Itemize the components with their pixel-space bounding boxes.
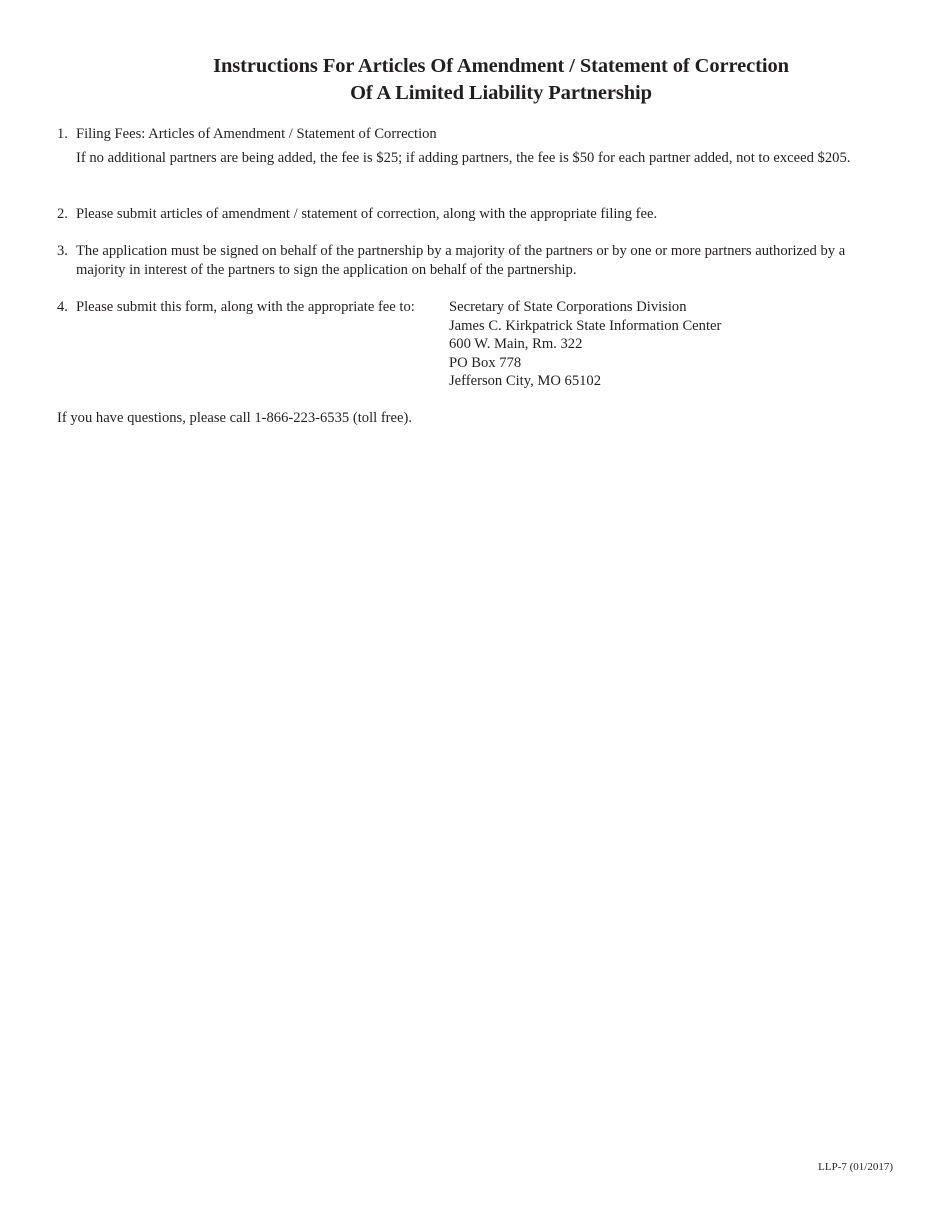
item-heading: Filing Fees: Articles of Amendment / Statement of Correction — [76, 126, 437, 142]
item-text: Please submit articles of amendment / statement of correction, along with the appropriate filing fee. — [76, 206, 658, 222]
questions-note: If you have questions, please call 1-866-223-6535 (toll free). — [57, 410, 413, 426]
item-text: Please submit this form, along with the appropriate fee to: — [76, 299, 415, 315]
address-line-3: 600 W. Main, Rm. 322 — [449, 336, 583, 352]
instruction-item-1 — [57, 125, 897, 167]
address-line-4: PO Box 778 — [449, 354, 522, 371]
item-detail: If no additional partners are being added, the fee is $25; if adding partners, the fee is $50 for each partner added, not to exceed $205. — [76, 149, 851, 166]
item-text: The application must be signed on behalf of the partnership by a majority of the partners or by one or more partners authorized by a majority in interest of the partners to sign the application on behalf of the partnership. — [76, 243, 846, 278]
item-number: 3. — [57, 243, 68, 259]
mailing-address — [449, 298, 721, 391]
form-id: LLP-7 (01/2017) — [818, 1161, 893, 1173]
address-line-5: Jefferson City, MO 65102 — [449, 373, 602, 389]
instruction-item-2 — [57, 205, 897, 224]
item-number: 2. — [57, 206, 68, 222]
item-number: 4. — [57, 299, 68, 315]
title-line-2: Of A Limited Liability Partnership — [350, 82, 652, 104]
address-line-2: James C. Kirkpatrick State Information Center — [449, 317, 722, 334]
document-title — [0, 53, 950, 107]
instruction-item-3 — [57, 242, 897, 279]
address-line-1: Secretary of State Corporations Division — [449, 299, 687, 315]
item-number: 1. — [57, 126, 68, 142]
title-line-1: Instructions For Articles Of Amendment / Statement of Correction — [213, 55, 789, 77]
